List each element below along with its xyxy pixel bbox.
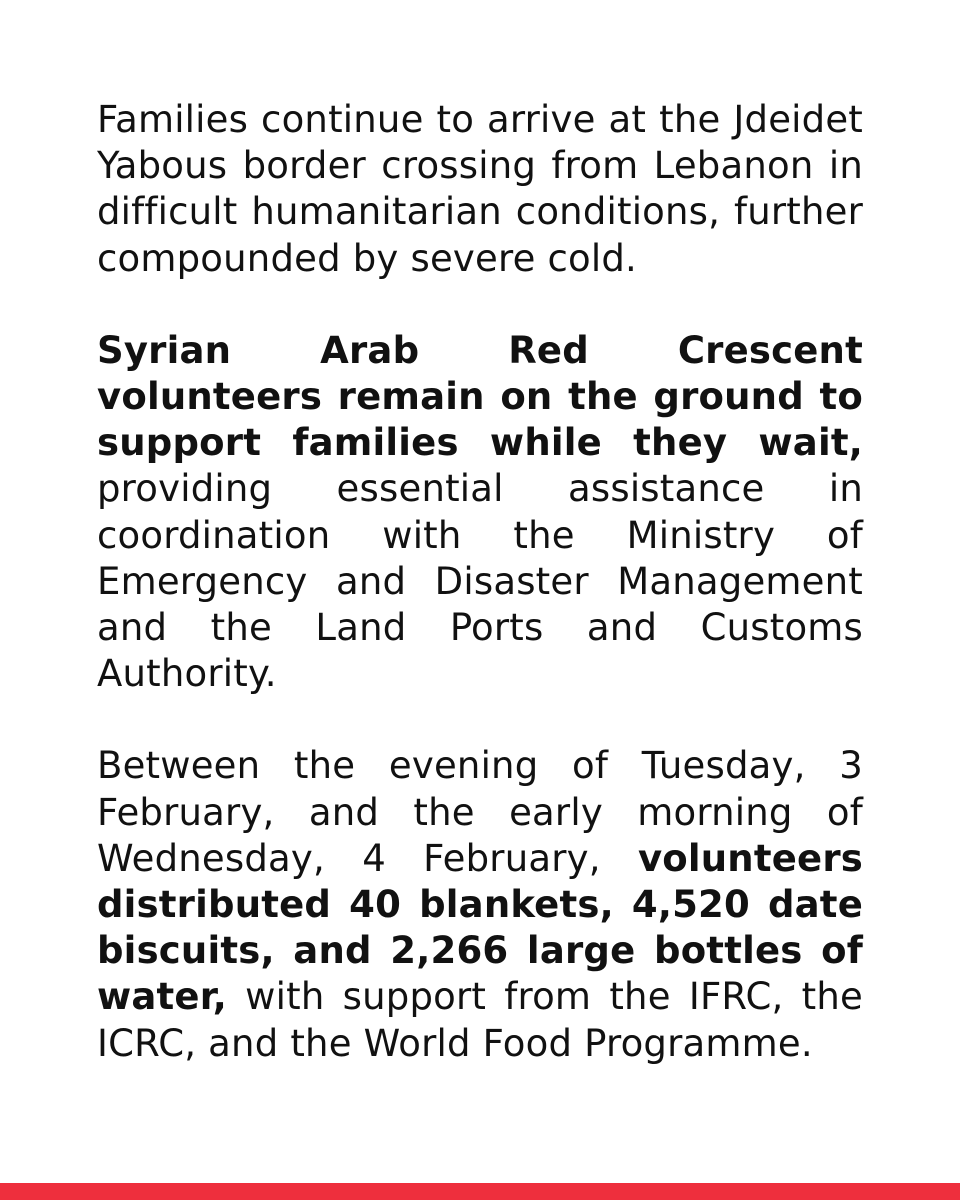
paragraph-volunteers [97, 328, 863, 698]
paragraph-volunteers-text: providing essential assistance in coordination with the Ministry of Emergency and Disaster Management and the Land Ports and Customs Authority. [97, 467, 863, 696]
paragraph-distribution [97, 743, 863, 1066]
paragraph-distribution-start: Between the evening of Tuesday, 3 February, and the early morning of Wednesday, 4 February, [97, 744, 863, 880]
paragraph-arrivals [97, 97, 863, 282]
paragraph-distribution-end: with support from the IFRC, the ICRC, and the World Food Programme. [97, 975, 863, 1065]
paragraph-volunteers-bold: Syrian Arab Red Crescent volunteers remain on the ground to support families while they wait, [97, 328, 863, 465]
accent-bar [0, 1183, 960, 1200]
article-body [97, 97, 863, 1067]
paragraph-arrivals-text: Families continue to arrive at the Jdeidet Yabous border crossing from Lebanon in difficult humanitarian conditions, further compounded by severe cold. [97, 98, 863, 280]
paragraph-distribution-bold: volunteers distributed 40 blankets, 4,520 date biscuits, and 2,266 large bottles of water, [97, 836, 863, 1019]
